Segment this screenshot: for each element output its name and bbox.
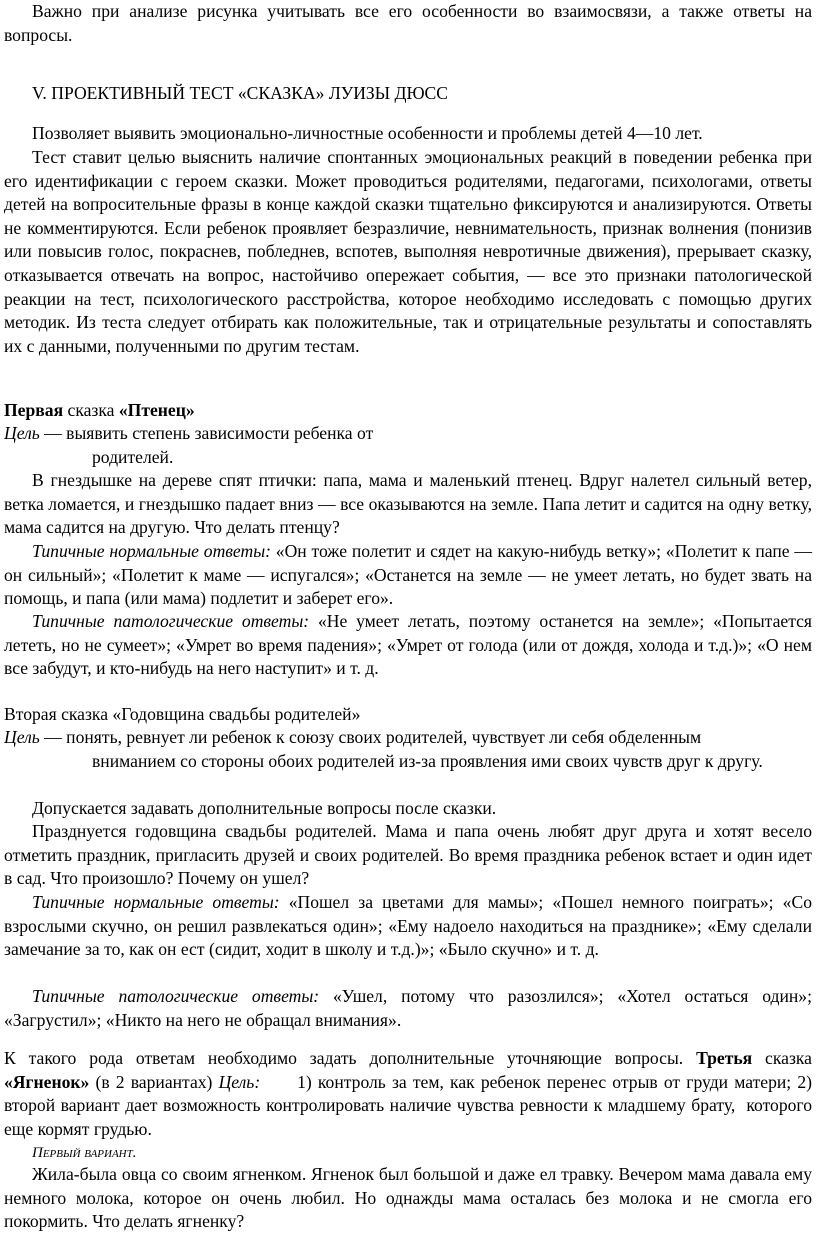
tale1-patho-answers xyxy=(4,610,812,681)
tale3-heading-bold1: Третья xyxy=(696,1048,753,1068)
tale3-variant-label xyxy=(4,1140,812,1166)
tale2-patho-label: Типичные патологические ответы: xyxy=(32,986,320,1006)
tale1-normal-text: «Он тоже полетит и сядет на какую-нибудь ветку»; «Полетит к папе — он сильный»; «Полетит к маме — испугался»; «Останется на земле — не умеет летать, но будет звать на помощь, и папа (или мама) подлетит и заберет его». xyxy=(4,541,812,609)
tale3-heading-rest: (в 2 вариантах) xyxy=(89,1071,219,1092)
section-title: V. ПРОЕКТИВНЫЙ ТЕСТ «СКАЗКА» ЛУИЗЫ ДЮСС xyxy=(32,83,449,103)
tale1-patho-text: «Не умеет летать, поэтому останется на земле»; «Попытается лететь, но не сумеет»; «Умрет во время падения»; «Умрет от голода (или от дождя, холода и т.д.)»; «О нем все забудут, и кто-нибудь на него наступит» и т. д. xyxy=(4,611,812,679)
tale2-normal-label: Типичные нормальные ответы: xyxy=(32,892,280,912)
tale1-story: В гнездышке на дереве спят птички: папа, мама и маленький птенец. Вдруг налетел сильный ветер, ветка ломается, и гнездышко падает вниз — все оказываются на земле. Папа летит и садится на одну ветку, мама садится на другую. Что делать птенцу? xyxy=(4,470,812,538)
tale2-goal-label: Цель xyxy=(4,727,40,747)
description-paragraph-1: Позволяет выявить эмоционально-личностные особенности и проблемы детей 4—10 лет. xyxy=(32,123,703,143)
tale1-goal-text1: — выявить степень зависимости ребенка от xyxy=(39,423,374,443)
tale2-heading: Вторая сказка «Годовщина свадьбы родителей» xyxy=(4,704,361,724)
tale3-goal-label: Цель: xyxy=(218,1071,261,1092)
tale2-normal-answers xyxy=(4,891,812,962)
tale2-note: Допускается задавать дополнительные вопросы после сказки. xyxy=(32,798,497,818)
tale1-heading xyxy=(4,399,812,423)
tale1-heading-bold2: «Птенец» xyxy=(118,400,195,420)
tale1-goal-label: Цель xyxy=(4,423,40,443)
tale1-heading-bold1: Первая xyxy=(4,400,64,420)
tale1-normal-label: Типичные нормальные ответы: xyxy=(32,541,271,561)
tale1-patho-label: Типичные патологические ответы: xyxy=(32,611,310,631)
tale2-story: Празднуется годовщина свадьбы родителей. Мама и папа очень любят друг друга и хотят весело отметить праздник, пригласить друзей и своих родителей. Во время праздника ребенок встает и один идет в сад. Что произошло? Почему он ушел? xyxy=(4,821,812,889)
tale2-patho-answers xyxy=(4,985,812,1032)
tale2-normal-text: «Пошел за цветами для мамы»; «Пошел немного поиграть»; «Со взрослыми скучно, он решил развлекаться один»; «Ему надоело находиться на празднике»; «Ему сделали замечание за то, как он ест (сидит, ходит в школу и т.д.)»; «Было скучно» и т. д. xyxy=(4,892,812,960)
tale2-goal-cont: вниманием со стороны обоих родителей из-за проявления ими своих чувств друг к другу. xyxy=(92,751,763,771)
tale1-goal-cont: родителей. xyxy=(92,447,174,467)
tale2-goal-text1: — понять, ревнует ли ребенок к союзу своих родителей, чувствует ли себя обделенным xyxy=(39,727,702,747)
tale1-normal-answers xyxy=(4,540,812,611)
description-paragraph-2: Тест ставит целью выяснить наличие спонтанных эмоциональных реакций в поведении ребенка при его идентификации с героем сказки. Может проводиться родителями, педагогами, психологами, ответы детей на вопросительные фразы в конце каждой сказки тщательно фиксируются и анализируются. Ответы не комментируются. Если ребенок проявляет безразличие, невнимательность, признак волнения (понизив или повысив голос, покраснев, побледнев, вспотев, выполняя невротичные движения), прерывает сказку, отказывается отвечать на вопрос, настойчиво опережает события, — все это признаки патологической реакции на тест, психологического расстройства, которое необходимо исследовать с помощью других методик. Из теста следует отбирать как положительные, так и отрицательные результаты и сопоставлять их с данными, полученными по другим тестам. xyxy=(4,147,812,356)
tale3-lead: К такого рода ответам необходимо задать дополнительные уточняющие вопросы. xyxy=(4,1048,697,1068)
tale2-goal xyxy=(4,726,812,750)
tale3-goal-text: 1) контроль за тем, как ребенок перенес отрыв от груди матери; 2) второй вариант дает возможность контролировать наличие чувства ревности к младшему брату, которого еще кормят грудью. xyxy=(4,1071,816,1139)
tale2-patho-text: «Ушел, потому что разозлился»; «Хотел остаться один»; «Загрустил»; «Никто на него не обращал внимания». xyxy=(4,986,812,1030)
tale3-variant: Первый вариант. xyxy=(32,1145,137,1161)
tale3-heading xyxy=(4,1047,816,1141)
tale1-heading-mid: сказка xyxy=(63,400,119,420)
intro-paragraph: Важно при анализе рисунка учитывать все его особенности во взаимосвязи, а также ответы на вопросы. xyxy=(4,1,812,45)
tale3-heading-mid: сказка xyxy=(752,1048,812,1068)
tale3-heading-bold2: «Ягненок» xyxy=(4,1071,90,1092)
tale1-goal xyxy=(4,422,812,446)
tale3-story: Жила-была овца со своим ягненком. Ягненок был большой и даже ел травку. Вечером мама давала ему немного молока, которое он очень любил. Но однажды мама осталась без молока и не смогла его покормить. Что делать ягненку? xyxy=(4,1164,812,1232)
